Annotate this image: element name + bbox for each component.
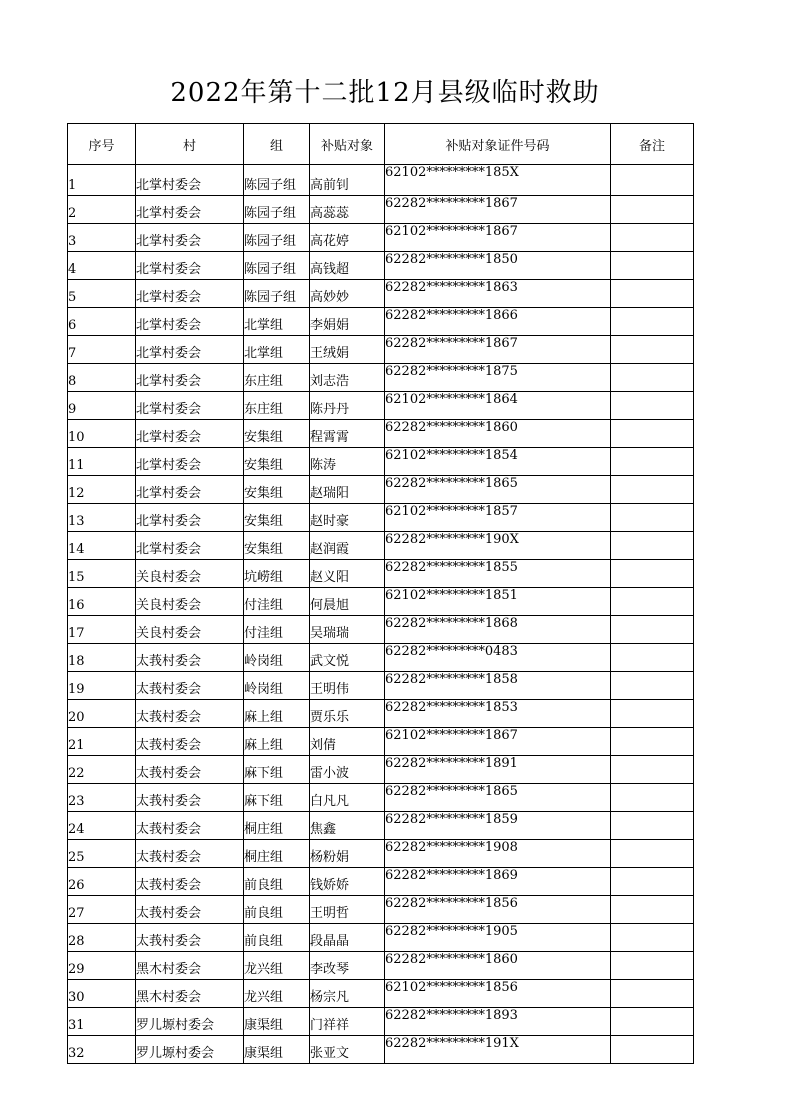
cell-village: 北掌村委会 <box>136 364 244 392</box>
cell-id-number: 62282*********1855 <box>385 560 611 588</box>
table-row <box>68 700 694 728</box>
table-row <box>68 616 694 644</box>
cell-village: 北掌村委会 <box>136 392 244 420</box>
cell-recipient: 高钱超 <box>310 252 385 280</box>
cell-seq: 23 <box>68 784 136 812</box>
cell-group: 东庄组 <box>244 392 310 420</box>
cell-id-number: 62282*********1866 <box>385 308 611 336</box>
cell-village: 太莪村委会 <box>136 812 244 840</box>
page-title: 2022年第十二批12月县级临时救助 <box>170 78 600 108</box>
header-village: 村 <box>136 124 244 165</box>
cell-recipient: 王明伟 <box>310 672 385 700</box>
cell-group: 安集组 <box>244 532 310 560</box>
cell-remarks <box>611 924 694 952</box>
cell-id-number: 62282*********1869 <box>385 868 611 896</box>
cell-remarks <box>611 224 694 252</box>
cell-remarks <box>611 644 694 672</box>
cell-recipient: 程霄霄 <box>310 420 385 448</box>
table-row <box>68 308 694 336</box>
table-row <box>68 952 694 980</box>
cell-seq: 13 <box>68 504 136 532</box>
cell-id-number: 62282*********1853 <box>385 700 611 728</box>
cell-recipient: 刘倩 <box>310 728 385 756</box>
cell-recipient: 武文悦 <box>310 644 385 672</box>
cell-id-number: 62102*********1854 <box>385 448 611 476</box>
cell-village: 北掌村委会 <box>136 420 244 448</box>
cell-id-number: 62102*********1864 <box>385 392 611 420</box>
cell-recipient: 白凡凡 <box>310 784 385 812</box>
cell-seq: 31 <box>68 1008 136 1036</box>
table-row <box>68 420 694 448</box>
cell-group: 陈园子组 <box>244 224 310 252</box>
cell-village: 太莪村委会 <box>136 784 244 812</box>
cell-group: 桐庄组 <box>244 812 310 840</box>
cell-id-number: 62282*********1865 <box>385 476 611 504</box>
cell-group: 北掌组 <box>244 308 310 336</box>
cell-group: 安集组 <box>244 504 310 532</box>
cell-recipient: 雷小波 <box>310 756 385 784</box>
table-row <box>68 336 694 364</box>
cell-remarks <box>611 504 694 532</box>
cell-seq: 18 <box>68 644 136 672</box>
table-row <box>68 980 694 1008</box>
cell-id-number: 62282*********1860 <box>385 420 611 448</box>
header-row <box>68 124 694 165</box>
cell-group: 陈园子组 <box>244 252 310 280</box>
cell-id-number: 62282*********1865 <box>385 784 611 812</box>
header-id-number: 补贴对象证件号码 <box>385 124 611 165</box>
table-row <box>68 532 694 560</box>
cell-id-number: 62282*********190X <box>385 532 611 560</box>
cell-group: 付洼组 <box>244 588 310 616</box>
cell-id-number: 62282*********0483 <box>385 644 611 672</box>
cell-recipient: 高妙妙 <box>310 280 385 308</box>
cell-village: 罗儿塬村委会 <box>136 1036 244 1064</box>
cell-remarks <box>611 728 694 756</box>
cell-seq: 9 <box>68 392 136 420</box>
cell-id-number: 62102*********1867 <box>385 728 611 756</box>
table-row <box>68 672 694 700</box>
cell-id-number: 62102*********1856 <box>385 980 611 1008</box>
cell-id-number: 62282*********1867 <box>385 196 611 224</box>
table-body <box>68 165 694 1064</box>
cell-group: 桐庄组 <box>244 840 310 868</box>
cell-seq: 29 <box>68 952 136 980</box>
table-row <box>68 504 694 532</box>
table-header <box>68 124 694 165</box>
cell-seq: 16 <box>68 588 136 616</box>
cell-remarks <box>611 784 694 812</box>
cell-village: 太莪村委会 <box>136 840 244 868</box>
cell-village: 北掌村委会 <box>136 448 244 476</box>
cell-group: 安集组 <box>244 476 310 504</box>
cell-group: 麻上组 <box>244 728 310 756</box>
table-row <box>68 644 694 672</box>
cell-group: 龙兴组 <box>244 980 310 1008</box>
cell-seq: 14 <box>68 532 136 560</box>
cell-recipient: 王绒娟 <box>310 336 385 364</box>
cell-seq: 6 <box>68 308 136 336</box>
cell-remarks <box>611 812 694 840</box>
cell-village: 太莪村委会 <box>136 924 244 952</box>
cell-id-number: 62282*********1867 <box>385 336 611 364</box>
cell-seq: 28 <box>68 924 136 952</box>
cell-recipient: 杨宗凡 <box>310 980 385 1008</box>
cell-seq: 10 <box>68 420 136 448</box>
cell-village: 北掌村委会 <box>136 280 244 308</box>
cell-recipient: 赵润霞 <box>310 532 385 560</box>
cell-village: 太莪村委会 <box>136 672 244 700</box>
cell-village: 黑木村委会 <box>136 980 244 1008</box>
cell-group: 康渠组 <box>244 1036 310 1064</box>
cell-remarks <box>611 532 694 560</box>
table-row <box>68 812 694 840</box>
cell-seq: 17 <box>68 616 136 644</box>
cell-village: 北掌村委会 <box>136 224 244 252</box>
cell-id-number: 62282*********1908 <box>385 840 611 868</box>
cell-remarks <box>611 1008 694 1036</box>
cell-recipient: 高蕊蕊 <box>310 196 385 224</box>
cell-recipient: 赵义阳 <box>310 560 385 588</box>
relief-table <box>67 123 694 1064</box>
cell-group: 岭岗组 <box>244 644 310 672</box>
cell-group: 前良组 <box>244 924 310 952</box>
cell-id-number: 62102*********1851 <box>385 588 611 616</box>
cell-group: 陈园子组 <box>244 165 310 196</box>
header-remarks: 备注 <box>611 124 694 165</box>
cell-village: 太莪村委会 <box>136 756 244 784</box>
cell-id-number: 62102*********185X <box>385 165 611 196</box>
cell-seq: 15 <box>68 560 136 588</box>
cell-recipient: 贾乐乐 <box>310 700 385 728</box>
cell-remarks <box>611 952 694 980</box>
table-row <box>68 868 694 896</box>
cell-recipient: 何晨旭 <box>310 588 385 616</box>
cell-village: 太莪村委会 <box>136 644 244 672</box>
cell-remarks <box>611 165 694 196</box>
table-row <box>68 476 694 504</box>
table-row <box>68 728 694 756</box>
table-row <box>68 756 694 784</box>
table-row <box>68 252 694 280</box>
cell-village: 太莪村委会 <box>136 700 244 728</box>
cell-id-number: 62282*********1858 <box>385 672 611 700</box>
cell-id-number: 62282*********1875 <box>385 364 611 392</box>
cell-remarks <box>611 364 694 392</box>
cell-remarks <box>611 420 694 448</box>
table-row <box>68 224 694 252</box>
cell-seq: 8 <box>68 364 136 392</box>
cell-remarks <box>611 868 694 896</box>
cell-remarks <box>611 840 694 868</box>
cell-village: 北掌村委会 <box>136 476 244 504</box>
cell-seq: 30 <box>68 980 136 1008</box>
cell-village: 太莪村委会 <box>136 868 244 896</box>
cell-recipient: 张亚文 <box>310 1036 385 1064</box>
cell-group: 康渠组 <box>244 1008 310 1036</box>
cell-group: 麻下组 <box>244 756 310 784</box>
cell-remarks <box>611 196 694 224</box>
cell-village: 北掌村委会 <box>136 504 244 532</box>
cell-remarks <box>611 336 694 364</box>
cell-id-number: 62282*********1868 <box>385 616 611 644</box>
cell-recipient: 赵瑞阳 <box>310 476 385 504</box>
cell-village: 太莪村委会 <box>136 728 244 756</box>
cell-seq: 7 <box>68 336 136 364</box>
cell-group: 付洼组 <box>244 616 310 644</box>
cell-group: 安集组 <box>244 420 310 448</box>
cell-seq: 26 <box>68 868 136 896</box>
table-row <box>68 364 694 392</box>
cell-recipient: 吴瑞瑞 <box>310 616 385 644</box>
table-row <box>68 448 694 476</box>
cell-recipient: 李改琴 <box>310 952 385 980</box>
cell-remarks <box>611 252 694 280</box>
table-row <box>68 840 694 868</box>
cell-recipient: 刘志浩 <box>310 364 385 392</box>
cell-id-number: 62282*********1856 <box>385 896 611 924</box>
cell-recipient: 李娟娟 <box>310 308 385 336</box>
cell-village: 北掌村委会 <box>136 336 244 364</box>
cell-seq: 19 <box>68 672 136 700</box>
cell-id-number: 62282*********1860 <box>385 952 611 980</box>
cell-group: 麻上组 <box>244 700 310 728</box>
header-recipient: 补贴对象 <box>310 124 385 165</box>
cell-recipient: 段晶晶 <box>310 924 385 952</box>
cell-recipient: 赵时豪 <box>310 504 385 532</box>
cell-village: 北掌村委会 <box>136 196 244 224</box>
cell-remarks <box>611 560 694 588</box>
cell-seq: 11 <box>68 448 136 476</box>
cell-seq: 2 <box>68 196 136 224</box>
cell-remarks <box>611 896 694 924</box>
cell-seq: 21 <box>68 728 136 756</box>
table-row <box>68 392 694 420</box>
table-row <box>68 1008 694 1036</box>
cell-seq: 4 <box>68 252 136 280</box>
cell-seq: 1 <box>68 165 136 196</box>
cell-recipient: 王明哲 <box>310 896 385 924</box>
cell-recipient: 杨粉娟 <box>310 840 385 868</box>
cell-village: 北掌村委会 <box>136 165 244 196</box>
cell-group: 北掌组 <box>244 336 310 364</box>
cell-remarks <box>611 280 694 308</box>
cell-remarks <box>611 980 694 1008</box>
cell-village: 关良村委会 <box>136 560 244 588</box>
cell-village: 北掌村委会 <box>136 252 244 280</box>
cell-seq: 27 <box>68 896 136 924</box>
cell-seq: 32 <box>68 1036 136 1064</box>
cell-remarks <box>611 700 694 728</box>
cell-group: 陈园子组 <box>244 280 310 308</box>
cell-id-number: 62282*********191X <box>385 1036 611 1064</box>
cell-village: 北掌村委会 <box>136 532 244 560</box>
table-row <box>68 280 694 308</box>
table-row <box>68 784 694 812</box>
table-row <box>68 924 694 952</box>
cell-recipient: 高前钊 <box>310 165 385 196</box>
table-row <box>68 588 694 616</box>
cell-remarks <box>611 672 694 700</box>
cell-seq: 24 <box>68 812 136 840</box>
cell-seq: 3 <box>68 224 136 252</box>
cell-id-number: 62102*********1857 <box>385 504 611 532</box>
cell-group: 麻下组 <box>244 784 310 812</box>
cell-recipient: 陈涛 <box>310 448 385 476</box>
cell-remarks <box>611 1036 694 1064</box>
cell-group: 岭岗组 <box>244 672 310 700</box>
cell-id-number: 62282*********1850 <box>385 252 611 280</box>
cell-group: 东庄组 <box>244 364 310 392</box>
cell-remarks <box>611 588 694 616</box>
cell-group: 前良组 <box>244 868 310 896</box>
cell-seq: 12 <box>68 476 136 504</box>
table-row <box>68 896 694 924</box>
table-row <box>68 1036 694 1064</box>
cell-id-number: 62102*********1867 <box>385 224 611 252</box>
cell-village: 北掌村委会 <box>136 308 244 336</box>
cell-village: 关良村委会 <box>136 588 244 616</box>
cell-id-number: 62282*********1893 <box>385 1008 611 1036</box>
cell-recipient: 高花婷 <box>310 224 385 252</box>
cell-id-number: 62282*********1905 <box>385 924 611 952</box>
cell-id-number: 62282*********1891 <box>385 756 611 784</box>
cell-village: 关良村委会 <box>136 616 244 644</box>
cell-recipient: 陈丹丹 <box>310 392 385 420</box>
header-group: 组 <box>244 124 310 165</box>
cell-seq: 22 <box>68 756 136 784</box>
cell-remarks <box>611 392 694 420</box>
cell-group: 龙兴组 <box>244 952 310 980</box>
cell-id-number: 62282*********1863 <box>385 280 611 308</box>
cell-remarks <box>611 308 694 336</box>
cell-remarks <box>611 448 694 476</box>
cell-group: 坑崂组 <box>244 560 310 588</box>
cell-remarks <box>611 616 694 644</box>
cell-village: 罗儿塬村委会 <box>136 1008 244 1036</box>
cell-group: 安集组 <box>244 448 310 476</box>
cell-seq: 5 <box>68 280 136 308</box>
cell-recipient: 焦鑫 <box>310 812 385 840</box>
table-row <box>68 560 694 588</box>
cell-recipient: 门祥祥 <box>310 1008 385 1036</box>
cell-remarks <box>611 756 694 784</box>
cell-group: 陈园子组 <box>244 196 310 224</box>
cell-id-number: 62282*********1859 <box>385 812 611 840</box>
header-seq: 序号 <box>68 124 136 165</box>
cell-seq: 20 <box>68 700 136 728</box>
cell-village: 太莪村委会 <box>136 896 244 924</box>
cell-village: 黑木村委会 <box>136 952 244 980</box>
cell-remarks <box>611 476 694 504</box>
table-row <box>68 165 694 196</box>
cell-group: 前良组 <box>244 896 310 924</box>
cell-recipient: 钱娇娇 <box>310 868 385 896</box>
table-row <box>68 196 694 224</box>
cell-seq: 25 <box>68 840 136 868</box>
